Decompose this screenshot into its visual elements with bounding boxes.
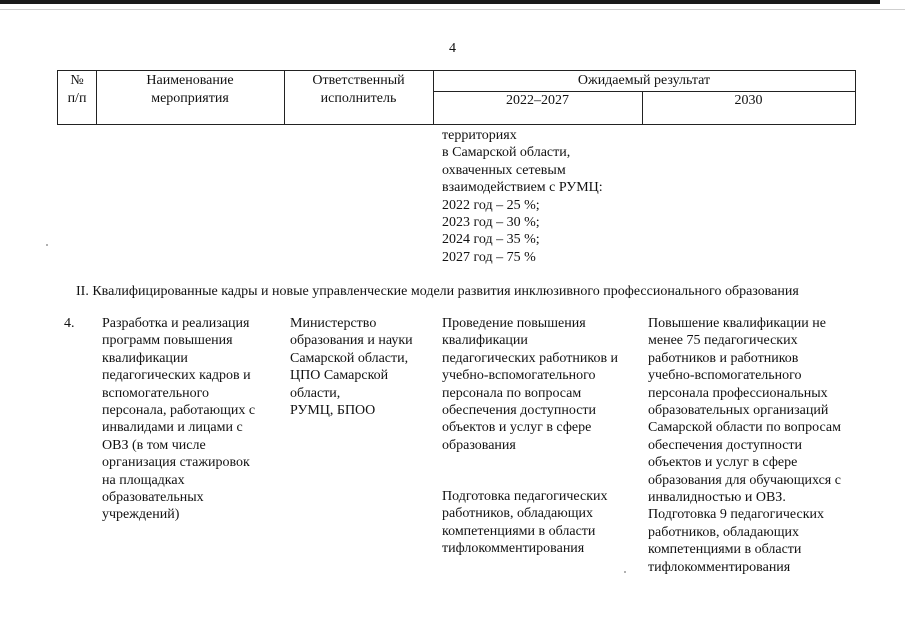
continuation-text: территориях в Самарской области, охваченных сетевым взаимодействием с РУМЦ: 2022 год – 25 %; 2023 год – 30 %; 2024 год – 35 %; 2027 год – 75 % bbox=[442, 128, 603, 265]
header-num: № п/п bbox=[67, 73, 87, 106]
scan-top-border bbox=[0, 0, 880, 4]
header-period-2022-2027: 2022–2027 bbox=[506, 93, 569, 108]
header-name: Наименование мероприятия bbox=[146, 73, 234, 106]
row-activity-name: Разработка и реализация программ повышения квалификации педагогических кадров и вспомогательного персонала, работающих с инвалидами и лицами с ОВЗ (в том числе организация стажировок на площадках образовательных учреждений) bbox=[102, 316, 256, 523]
row-number: 4. bbox=[64, 316, 75, 331]
scan-edge-line bbox=[0, 9, 905, 10]
row-responsible: Министерство образования и науки Самарской области, ЦПО Самарской области, РУМЦ, БПОО bbox=[290, 316, 413, 419]
row-result-2027-b: Подготовка педагогических работников, обладающих компетенциями в области тифлокомментирования bbox=[442, 489, 608, 557]
scan-speck bbox=[46, 244, 48, 246]
page-number: 4 bbox=[449, 41, 456, 56]
header-expected-result: Ожидаемый результат bbox=[577, 73, 711, 88]
scan-speck bbox=[624, 571, 626, 573]
row-result-2027-a: Проведение повышения квалификации педагогических работников и учебно-вспомогательного персонала по вопросам обеспечения доступности объектов и услуг в сфере образования bbox=[442, 316, 619, 453]
table-header bbox=[57, 70, 856, 125]
section-title: II. Квалифицированные кадры и новые управленческие модели развития инклюзивного профессионального образования bbox=[76, 284, 799, 299]
header-responsible: Ответственный исполнитель bbox=[312, 73, 405, 106]
header-period-2030: 2030 bbox=[734, 93, 763, 108]
row-result-2030: Повышение квалификации не менее 75 педагогических работников и работников учебно-вспомогательного персонала профессиональных образовательных организаций Самарской области по вопросам обеспечения доступности объектов и услуг в сфере образования для обучающихся с инвалидностью и ОВЗ. Подготовка 9 педагогических работников, обладающих компетенциями в области тифлокомментирования bbox=[648, 316, 841, 575]
